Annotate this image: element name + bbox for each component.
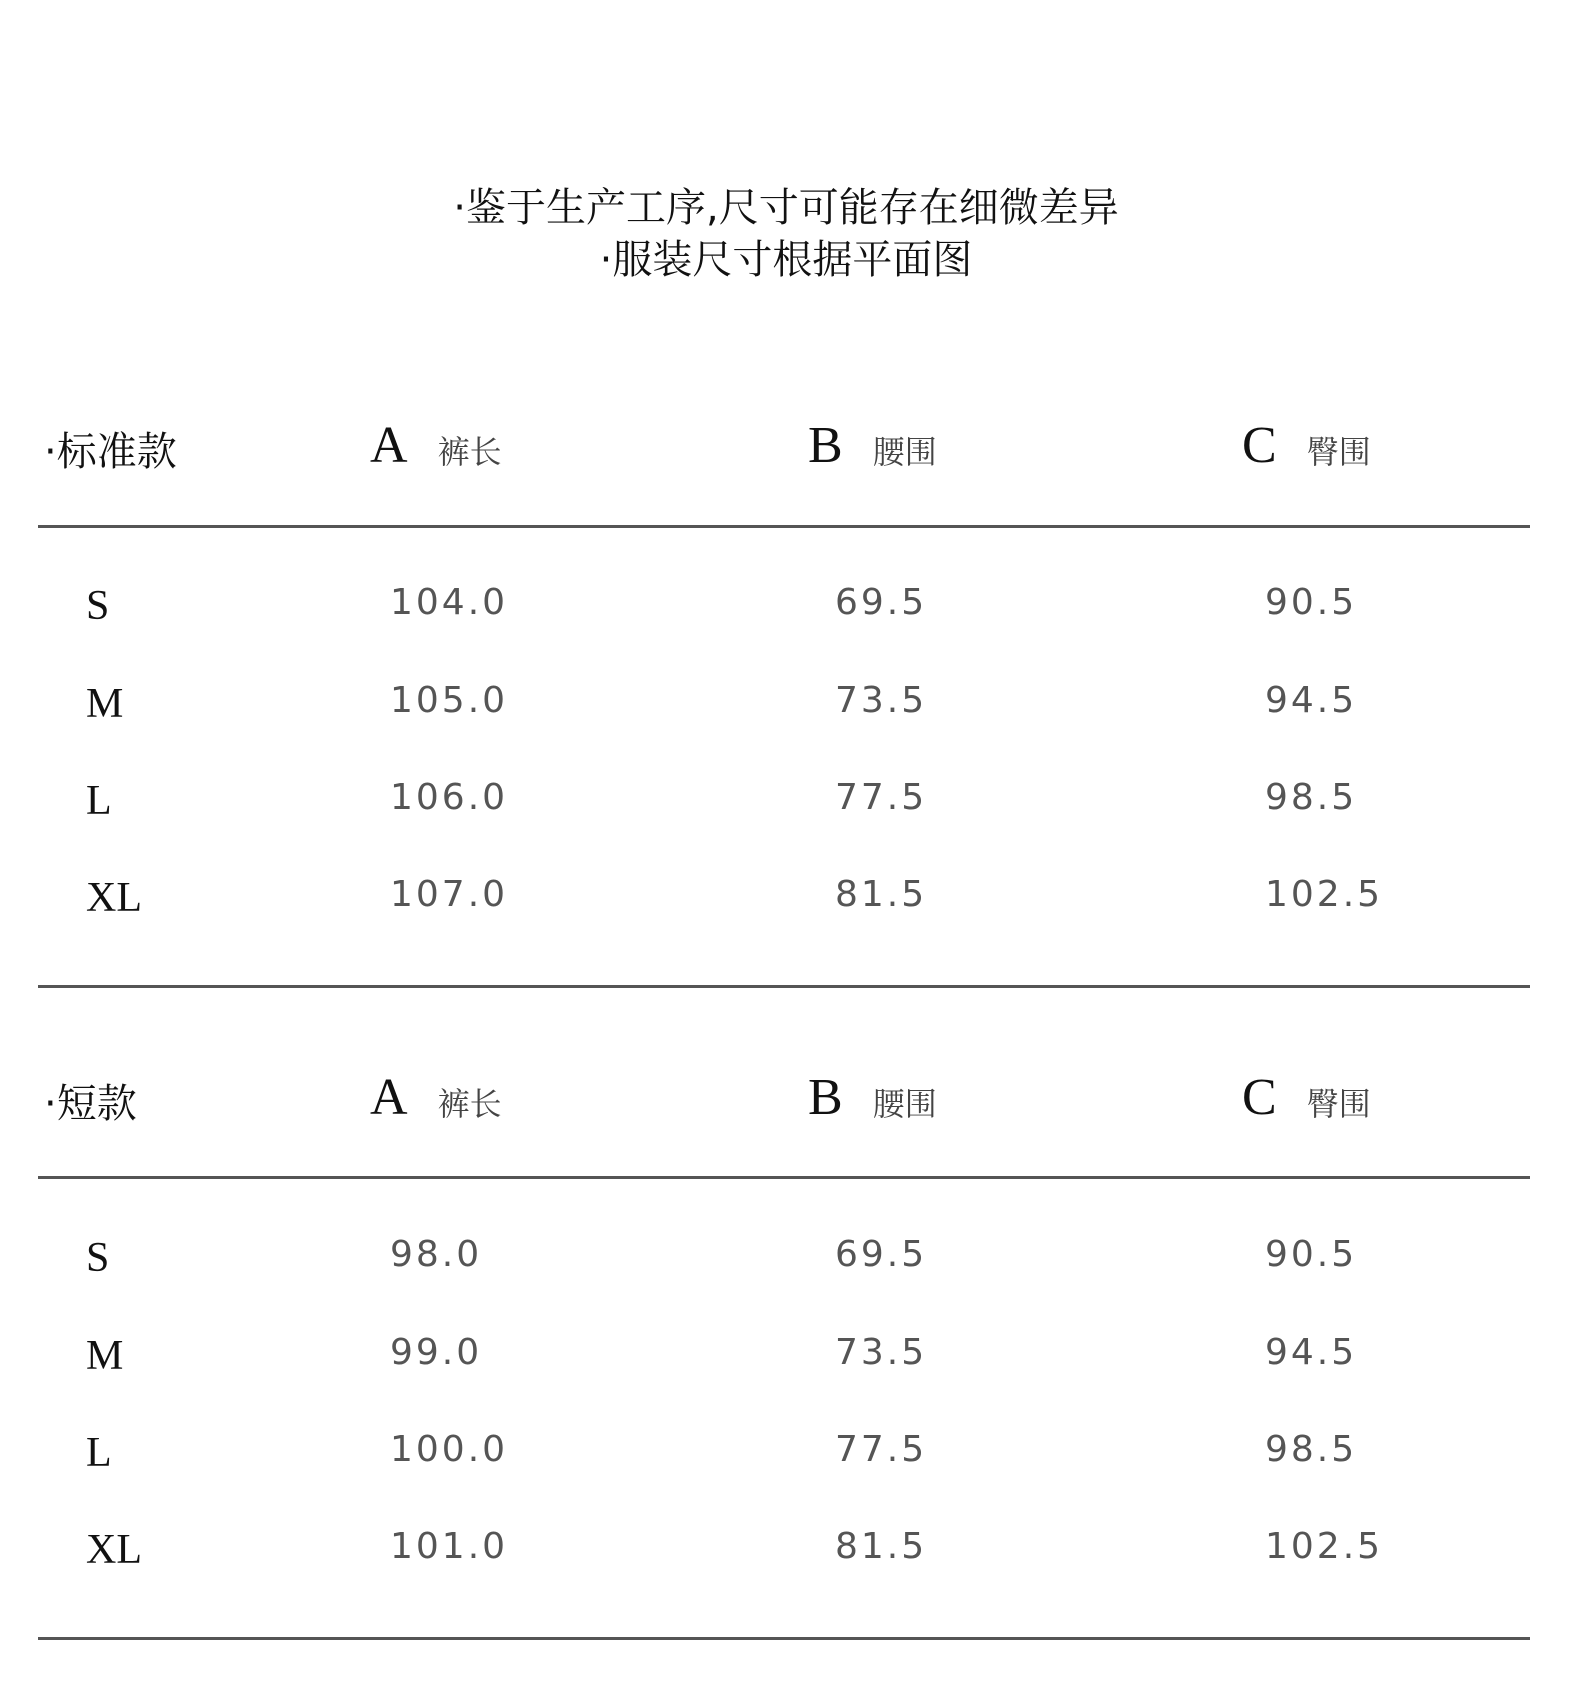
column-header-c (1242, 1069, 1371, 1126)
header-divider (38, 525, 1530, 528)
size-label: S (86, 583, 110, 629)
table-row (0, 1526, 1572, 1586)
note-production-variance: ·鉴于生产工序,尺寸可能存在细微差异 (453, 185, 1119, 231)
header-divider (38, 1176, 1530, 1179)
column-header-b (808, 1069, 937, 1126)
table-row (0, 1332, 1572, 1392)
column-name: 腰围 (872, 433, 937, 471)
size-label: XL (86, 1527, 142, 1573)
size-label: L (86, 778, 112, 824)
table-row (0, 680, 1572, 740)
section-divider (38, 985, 1530, 988)
hip-value: 98.5 (1265, 1429, 1358, 1470)
waist-value: 77.5 (835, 777, 928, 818)
length-value: 101.0 (390, 1526, 509, 1567)
column-name: 腰围 (872, 1085, 937, 1123)
column-header-c (1242, 417, 1371, 474)
column-name: 臀围 (1306, 433, 1371, 471)
length-value: 104.0 (390, 582, 509, 623)
section-divider (38, 1637, 1530, 1640)
section-title: ·标准款 (44, 429, 177, 475)
note-flat-measurement: ·服装尺寸根据平面图 (599, 237, 973, 283)
hip-value: 102.5 (1265, 1526, 1384, 1567)
column-letter: B (808, 1069, 843, 1126)
column-letter: A (370, 1069, 408, 1126)
section-title: ·短款 (44, 1081, 137, 1127)
size-label: S (86, 1235, 110, 1281)
hip-value: 102.5 (1265, 874, 1384, 915)
hip-value: 94.5 (1265, 1332, 1358, 1373)
hip-value: 94.5 (1265, 680, 1358, 721)
column-letter: A (370, 417, 408, 474)
table-row (0, 1234, 1572, 1294)
size-label: M (86, 681, 124, 727)
size-label: XL (86, 875, 142, 921)
column-letter: C (1242, 1069, 1277, 1126)
table-row (0, 874, 1572, 934)
column-header-b (808, 417, 937, 474)
hip-value: 98.5 (1265, 777, 1358, 818)
hip-value: 90.5 (1265, 1234, 1358, 1275)
column-name: 裤长 (437, 1085, 502, 1123)
column-header-a (370, 417, 502, 474)
waist-value: 73.5 (835, 1332, 928, 1373)
column-header-a (370, 1069, 502, 1126)
size-label: M (86, 1333, 124, 1379)
hip-value: 90.5 (1265, 582, 1358, 623)
table-row (0, 1429, 1572, 1489)
length-value: 100.0 (390, 1429, 509, 1470)
waist-value: 69.5 (835, 582, 928, 623)
column-name: 臀围 (1306, 1085, 1371, 1123)
waist-value: 81.5 (835, 1526, 928, 1567)
column-letter: B (808, 417, 843, 474)
length-value: 107.0 (390, 874, 509, 915)
waist-value: 73.5 (835, 680, 928, 721)
size-label: L (86, 1430, 112, 1476)
notes (0, 182, 1572, 286)
waist-value: 81.5 (835, 874, 928, 915)
waist-value: 77.5 (835, 1429, 928, 1470)
column-name: 裤长 (437, 433, 502, 471)
column-letter: C (1242, 417, 1277, 474)
length-value: 105.0 (390, 680, 509, 721)
table-row (0, 777, 1572, 837)
length-value: 98.0 (390, 1234, 483, 1275)
table-row (0, 582, 1572, 642)
length-value: 106.0 (390, 777, 509, 818)
length-value: 99.0 (390, 1332, 483, 1373)
waist-value: 69.5 (835, 1234, 928, 1275)
